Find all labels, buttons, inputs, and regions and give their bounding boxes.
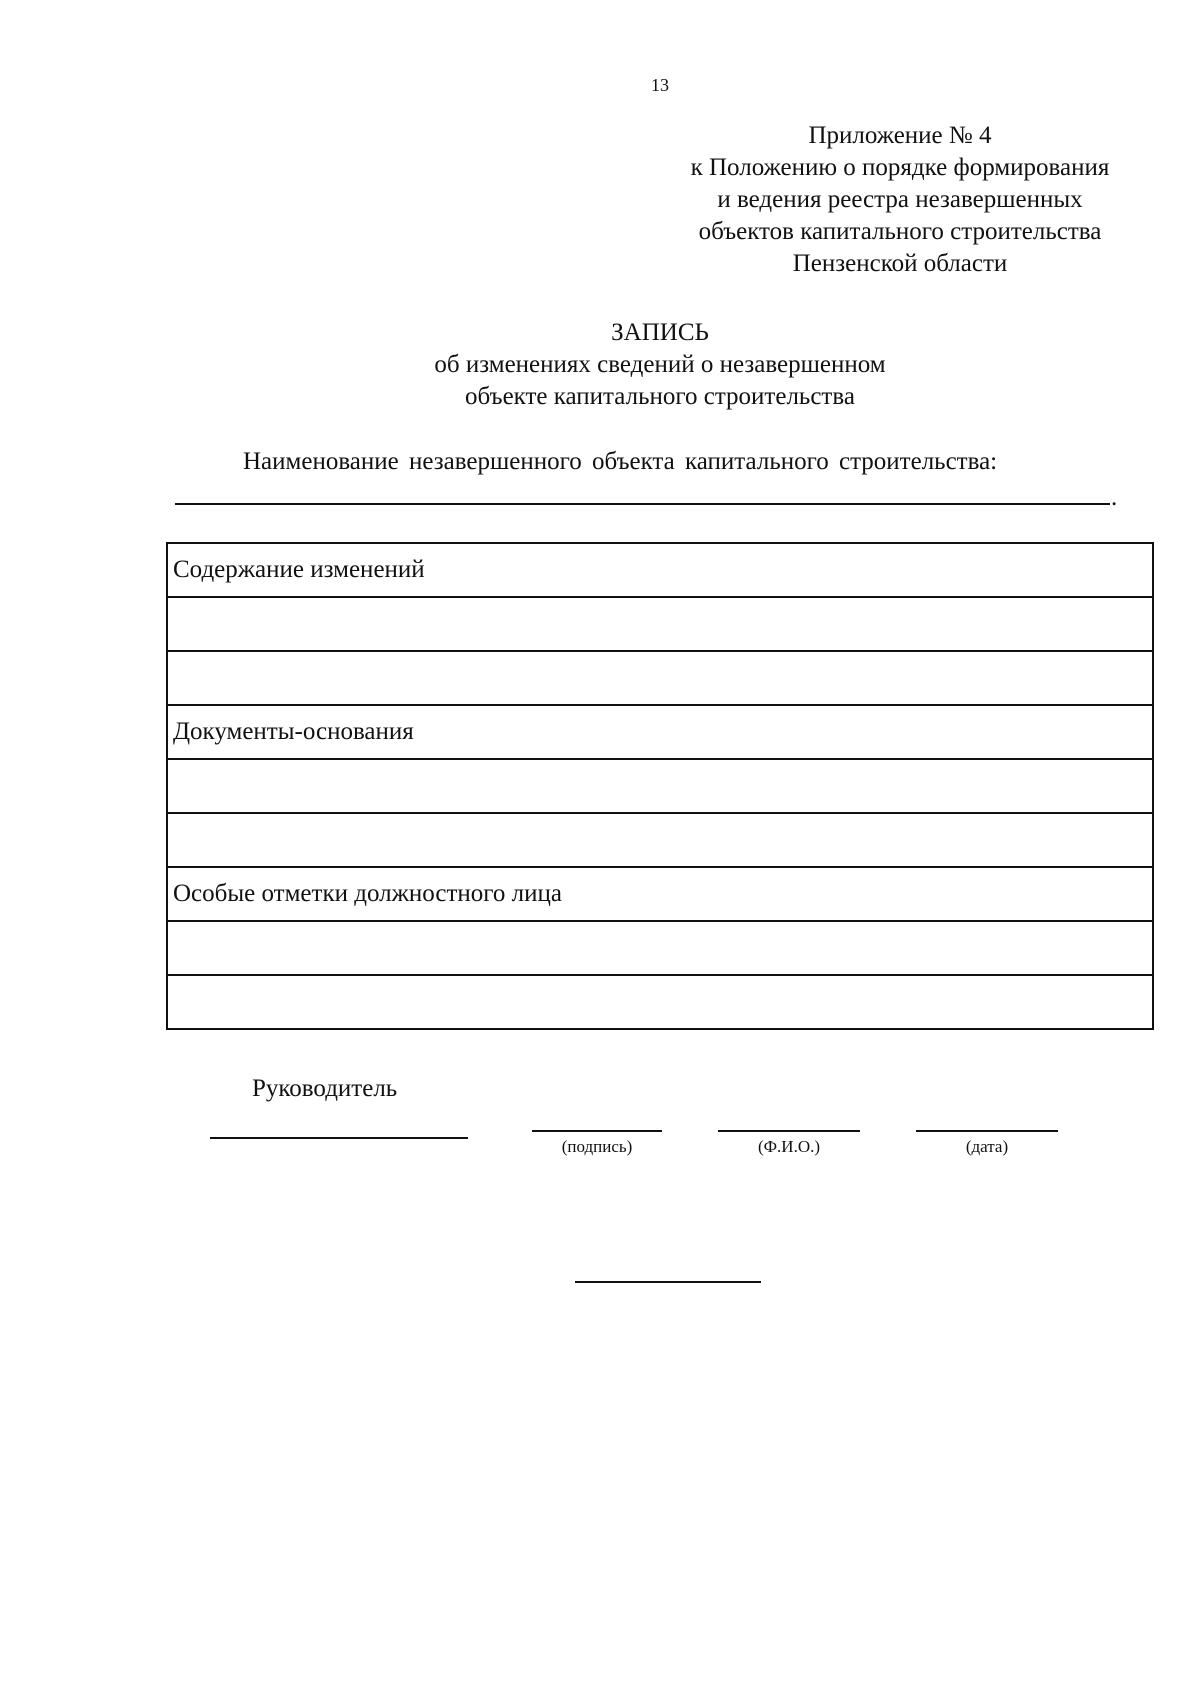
table-cell-blank[interactable] [167, 597, 1153, 651]
table-row [167, 651, 1153, 705]
table-row [167, 543, 1153, 597]
position-line[interactable] [210, 1137, 468, 1139]
table-row [167, 921, 1153, 975]
table-cell-blank[interactable] [167, 921, 1153, 975]
appendix-line: объектов капитального строительства [698, 218, 1102, 245]
record-subtitle-line: об изменениях сведений о незавершенном [434, 351, 886, 378]
date-line[interactable] [916, 1130, 1058, 1132]
table-cell-blank[interactable] [167, 651, 1153, 705]
object-name-label: Наименование незавершенного объекта капитального строительства: [243, 448, 998, 475]
table-row [167, 705, 1153, 759]
appendix-line: Пензенской области [792, 250, 1008, 277]
changes-table [166, 542, 1154, 1030]
signature-line[interactable] [532, 1130, 662, 1132]
date-caption: (дата) [965, 1137, 1009, 1156]
section-label-official-notes: Особые отметки должностного лица [167, 867, 1153, 921]
appendix-line: к Положению о порядке формирования [690, 154, 1110, 181]
record-title: ЗАПИСЬ [611, 319, 709, 346]
object-name-field-line[interactable] [175, 503, 1110, 505]
table-row [167, 597, 1153, 651]
appendix-title: Приложение № 4 [808, 122, 992, 149]
record-heading [0, 317, 1200, 413]
table-row [167, 975, 1153, 1029]
table-cell-blank[interactable] [167, 759, 1153, 813]
appendix-block [640, 120, 1160, 280]
section-label-documents: Документы-основания [167, 705, 1153, 759]
name-caption: (Ф.И.О.) [757, 1137, 821, 1156]
object-name-end-mark: . [1111, 484, 1118, 511]
end-divider [575, 1281, 761, 1283]
table-row [167, 759, 1153, 813]
table-row [167, 813, 1153, 867]
appendix-line: и ведения реестра незавершенных [717, 186, 1083, 213]
signature-caption: (подпись) [561, 1137, 633, 1156]
table-cell-blank[interactable] [167, 813, 1153, 867]
page-number: 13 [651, 75, 669, 95]
table-cell-blank[interactable] [167, 975, 1153, 1029]
section-label-changes: Содержание изменений [167, 543, 1153, 597]
head-label: Руководитель [252, 1075, 398, 1102]
name-line[interactable] [718, 1130, 860, 1132]
table-row [167, 867, 1153, 921]
record-subtitle-line: объекте капитального строительства [465, 383, 855, 410]
